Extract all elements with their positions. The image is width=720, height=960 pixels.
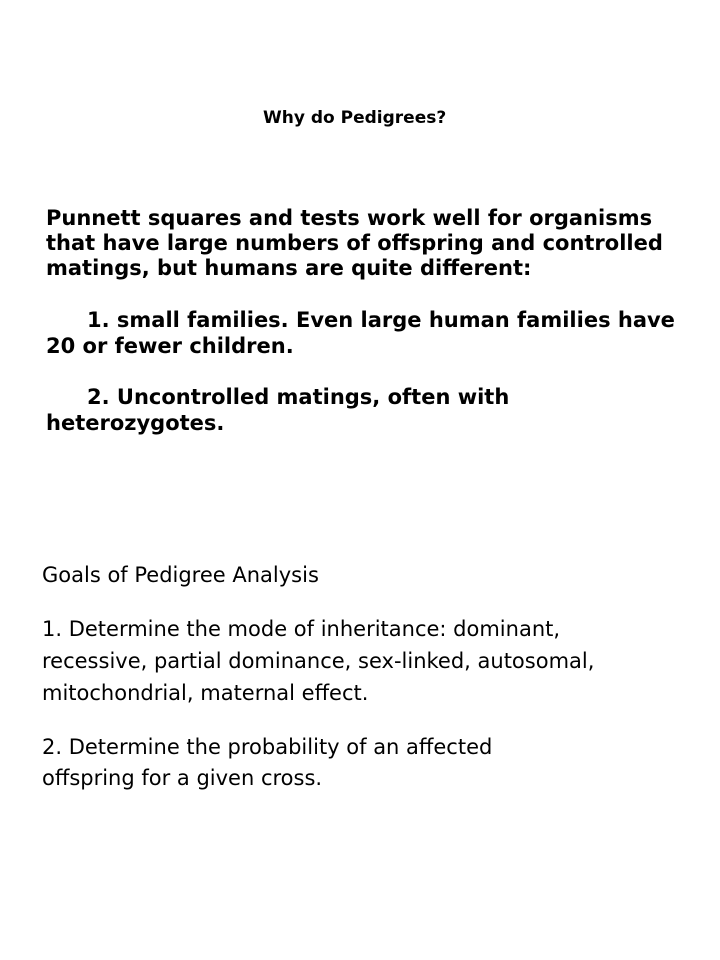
goal-line: mitochondrial, maternal effect. xyxy=(42,681,369,705)
intro-line: that have large numbers of offspring and controlled xyxy=(46,231,663,255)
goal-line: 1. Determine the mode of inheritance: dominant, xyxy=(42,617,561,641)
goal-line: 2. Determine the probability of an affected xyxy=(42,735,493,759)
goal-line: recessive, partial dominance, sex-linked, autosomal, xyxy=(42,649,595,673)
goal-line: offspring for a given cross. xyxy=(42,766,323,790)
intro-line: Punnett squares and tests work well for organisms xyxy=(46,206,653,230)
intro-line: matings, but humans are quite different: xyxy=(46,256,532,280)
reason-line: heterozygotes. xyxy=(46,411,225,435)
page-title: Why do Pedigrees? xyxy=(263,108,447,128)
reason-line: 2. Uncontrolled matings, often with xyxy=(87,385,510,409)
goals-heading: Goals of Pedigree Analysis xyxy=(42,563,319,587)
reason-line: 1. small families. Even large human families have xyxy=(87,308,675,332)
reason-line: 20 or fewer children. xyxy=(46,334,294,358)
